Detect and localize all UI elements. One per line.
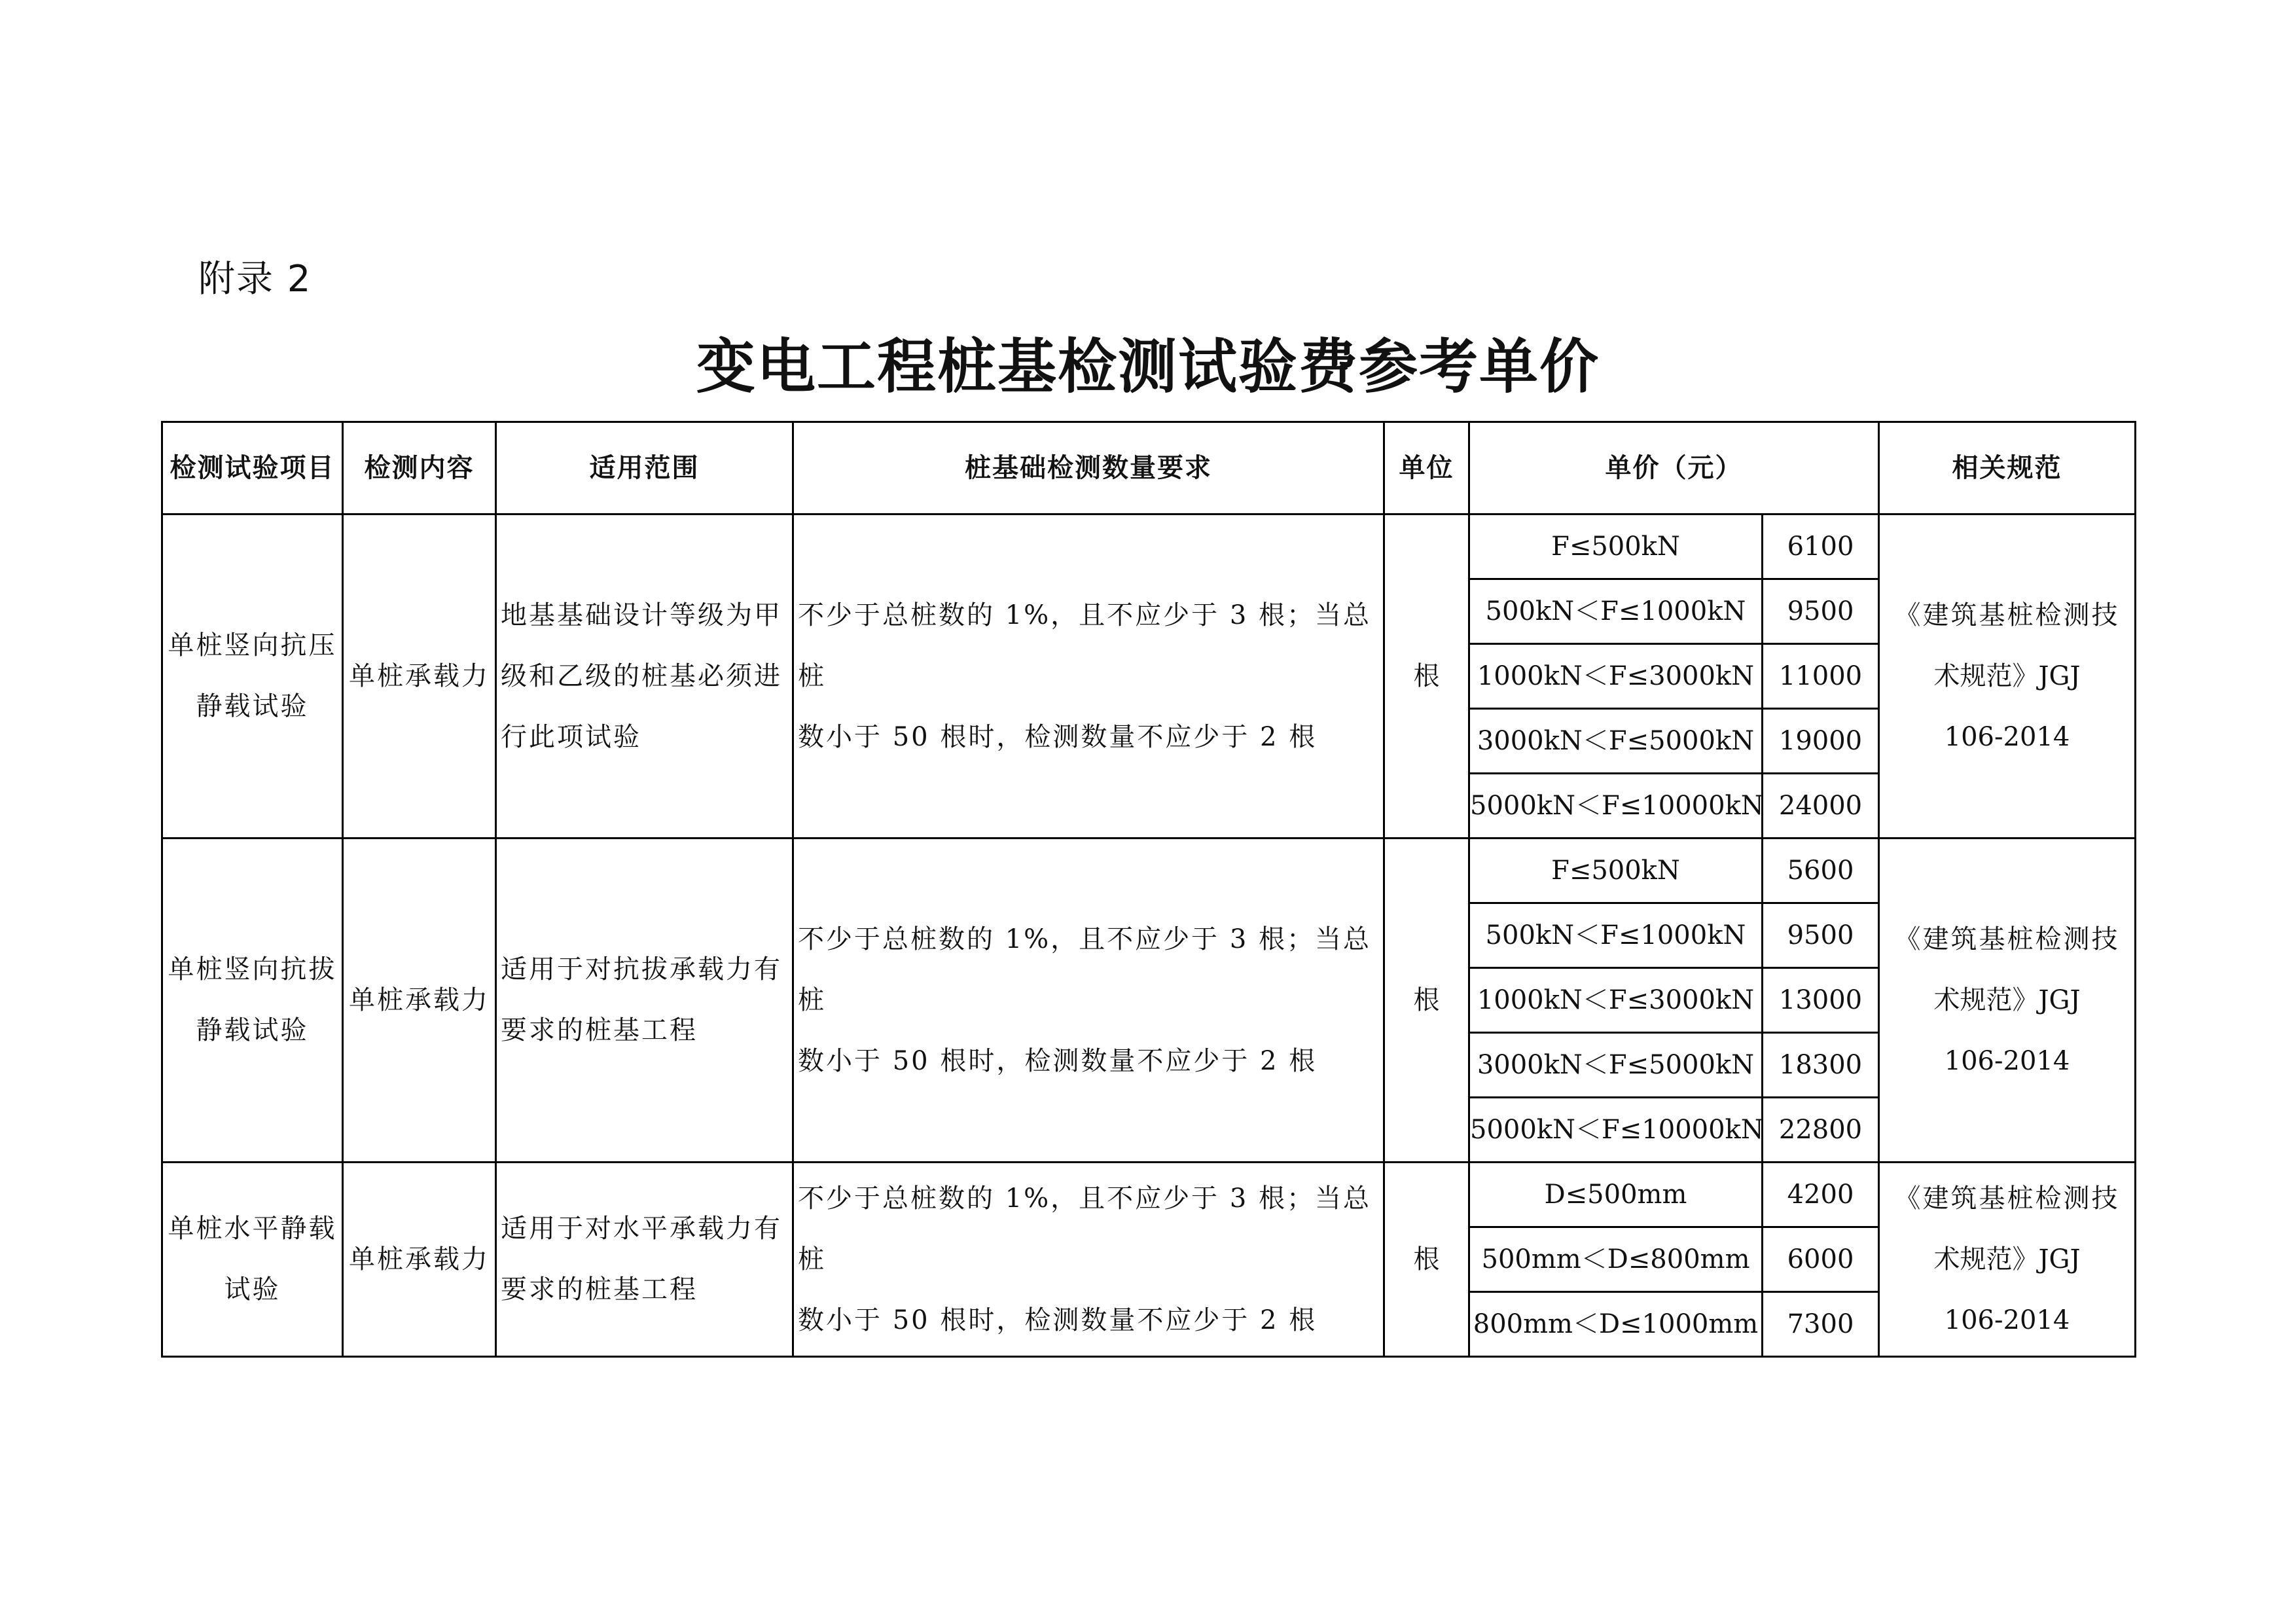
item-line: 试验 bbox=[224, 1274, 281, 1305]
unit-cell: 根 bbox=[1384, 1163, 1469, 1357]
scope-line: 适用于对抗拔承载力有 bbox=[501, 954, 782, 984]
header-content: 检测内容 bbox=[343, 422, 496, 514]
content-cell: 单桩承载力 bbox=[343, 514, 496, 839]
content-cell: 单桩承载力 bbox=[343, 1163, 496, 1357]
appendix-label: 附录 2 bbox=[198, 258, 312, 300]
price-cell: 11000 bbox=[1763, 644, 1879, 709]
header-price: 单价（元） bbox=[1469, 422, 1879, 514]
price-cell: 4200 bbox=[1763, 1163, 1879, 1227]
table-header-row bbox=[162, 422, 2136, 514]
range-cell: 3000kN＜F≤5000kN bbox=[1469, 1033, 1763, 1098]
header-unit: 单位 bbox=[1384, 422, 1469, 514]
range-cell: 5000kN＜F≤10000kN bbox=[1469, 774, 1763, 839]
price-cell: 19000 bbox=[1763, 709, 1879, 774]
scope-cell bbox=[496, 839, 793, 1163]
item-cell bbox=[162, 1163, 343, 1357]
price-cell: 22800 bbox=[1763, 1098, 1879, 1163]
price-cell: 9500 bbox=[1763, 579, 1879, 644]
price-cell: 18300 bbox=[1763, 1033, 1879, 1098]
scope-line: 适用于对水平承载力有 bbox=[501, 1214, 782, 1244]
quantity-line: 不少于总桩数的 1%，且不应少于 3 根；当总桩 bbox=[798, 1183, 1372, 1274]
standard-line: 术规范》JGJ bbox=[1933, 1244, 2081, 1274]
item-line: 静载试验 bbox=[196, 691, 309, 721]
unit-cell: 根 bbox=[1384, 514, 1469, 839]
standard-cell bbox=[1879, 1163, 2136, 1357]
price-cell: 7300 bbox=[1763, 1292, 1879, 1357]
range-cell: 1000kN＜F≤3000kN bbox=[1469, 644, 1763, 709]
range-cell: 1000kN＜F≤3000kN bbox=[1469, 968, 1763, 1033]
quantity-cell bbox=[793, 514, 1384, 839]
standard-cell bbox=[1879, 839, 2136, 1163]
price-cell: 5600 bbox=[1763, 839, 1879, 903]
standard-line: 106-2014 bbox=[1944, 721, 2070, 752]
standard-cell bbox=[1879, 514, 2136, 839]
standard-line: 术规范》JGJ bbox=[1933, 660, 2081, 691]
quantity-line: 数小于 50 根时，检测数量不应少于 2 根 bbox=[798, 1045, 1318, 1076]
content-cell: 单桩承载力 bbox=[343, 839, 496, 1163]
quantity-line: 数小于 50 根时，检测数量不应少于 2 根 bbox=[798, 1305, 1318, 1335]
header-scope: 适用范围 bbox=[496, 422, 793, 514]
group-horizontal bbox=[162, 1163, 2136, 1357]
range-cell: F≤500kN bbox=[1469, 839, 1763, 903]
quantity-line: 数小于 50 根时，检测数量不应少于 2 根 bbox=[798, 721, 1318, 752]
standard-line: 《建筑基桩检测技 bbox=[1894, 600, 2120, 630]
scope-line: 行此项试验 bbox=[501, 721, 641, 752]
range-cell: 800mm＜D≤1000mm bbox=[1469, 1292, 1763, 1357]
scope-cell bbox=[496, 514, 793, 839]
price-cell: 24000 bbox=[1763, 774, 1879, 839]
standard-line: 106-2014 bbox=[1944, 1045, 2070, 1076]
quantity-line: 不少于总桩数的 1%，且不应少于 3 根；当总桩 bbox=[798, 924, 1372, 1015]
quantity-line: 不少于总桩数的 1%，且不应少于 3 根；当总桩 bbox=[798, 600, 1372, 691]
price-table bbox=[161, 421, 2136, 1358]
scope-line: 要求的桩基工程 bbox=[501, 1274, 698, 1305]
item-line: 单桩水平静载 bbox=[168, 1214, 337, 1244]
header-item: 检测试验项目 bbox=[162, 422, 343, 514]
scope-cell bbox=[496, 1163, 793, 1357]
price-cell: 13000 bbox=[1763, 968, 1879, 1033]
quantity-cell bbox=[793, 1163, 1384, 1357]
table-row bbox=[162, 1163, 2136, 1227]
range-cell: D≤500mm bbox=[1469, 1163, 1763, 1227]
group-uplift bbox=[162, 839, 2136, 1163]
range-cell: F≤500kN bbox=[1469, 514, 1763, 579]
item-cell bbox=[162, 839, 343, 1163]
scope-line: 地基基础设计等级为甲 bbox=[501, 600, 782, 630]
item-cell bbox=[162, 514, 343, 839]
scope-line: 要求的桩基工程 bbox=[501, 1015, 698, 1045]
item-line: 静载试验 bbox=[196, 1015, 309, 1045]
standard-line: 《建筑基桩检测技 bbox=[1894, 1183, 2120, 1214]
range-cell: 3000kN＜F≤5000kN bbox=[1469, 709, 1763, 774]
group-compression bbox=[162, 514, 2136, 839]
header-quantity: 桩基础检测数量要求 bbox=[793, 422, 1384, 514]
range-cell: 500kN＜F≤1000kN bbox=[1469, 903, 1763, 968]
scope-line: 级和乙级的桩基必须进 bbox=[501, 660, 782, 691]
price-cell: 6100 bbox=[1763, 514, 1879, 579]
item-line: 单桩竖向抗压 bbox=[168, 630, 337, 660]
standard-line: 术规范》JGJ bbox=[1933, 984, 2081, 1015]
table-row bbox=[162, 839, 2136, 903]
header-standard: 相关规范 bbox=[1879, 422, 2136, 514]
standard-line: 106-2014 bbox=[1944, 1305, 2070, 1335]
price-cell: 9500 bbox=[1763, 903, 1879, 968]
range-cell: 5000kN＜F≤10000kN bbox=[1469, 1098, 1763, 1163]
range-cell: 500mm＜D≤800mm bbox=[1469, 1227, 1763, 1292]
quantity-cell bbox=[793, 839, 1384, 1163]
unit-cell: 根 bbox=[1384, 839, 1469, 1163]
standard-line: 《建筑基桩检测技 bbox=[1894, 924, 2120, 954]
document-title: 变电工程桩基检测试验费参考单价 bbox=[696, 332, 1600, 401]
range-cell: 500kN＜F≤1000kN bbox=[1469, 579, 1763, 644]
item-line: 单桩竖向抗拔 bbox=[168, 954, 337, 984]
table-row bbox=[162, 514, 2136, 579]
price-cell: 6000 bbox=[1763, 1227, 1879, 1292]
